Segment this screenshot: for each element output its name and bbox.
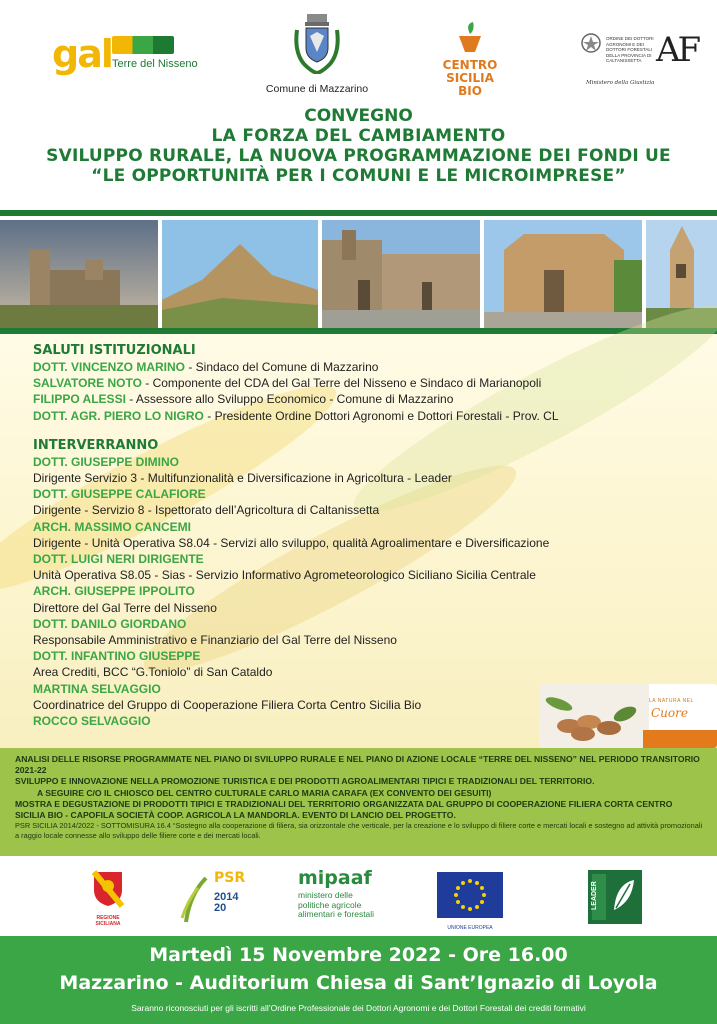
sponsor-logos — [0, 856, 717, 936]
almonds-image — [539, 684, 649, 748]
mipaaf-sub-1: ministero delle — [298, 890, 353, 900]
gal-logo-icon — [112, 36, 174, 54]
speaker-name: ARCH. MASSIMO CANCEMI — [33, 519, 191, 534]
ordine-agronomi-logo — [576, 26, 706, 92]
csb-line-3: BIO — [458, 84, 482, 98]
speaker-role: Responsabile Amministrativo e Finanziario del Gal Terre del Nisseno — [33, 633, 397, 648]
mipaaf-sub-3: alimentari e forestali — [298, 909, 375, 919]
speaker-role: Unità Operativa S8.05 - Sias - Servizio Informativo Agrometeorologico Siciliano Sicilia Centrale — [33, 568, 536, 583]
regione-sicilia-logo — [84, 868, 132, 926]
psr-year-start: 2014 — [214, 891, 239, 903]
gal-logo-word: gal — [52, 32, 112, 76]
info-band-text — [15, 754, 705, 841]
speaker-role: - Sindaco del Comune di Mazzarino — [185, 360, 379, 374]
speaker-role: - Presidente Ordine Dottori Agronomi e Dottori Forestali - Prov. CL — [203, 408, 559, 423]
event-location: Mazzarino - Auditorium Chiesa di Sant’Ignazio di Loyola — [59, 972, 658, 994]
eu-label: UNIONE EUROPEA — [447, 925, 493, 931]
psr-years — [214, 892, 238, 914]
photo-church-facade — [484, 220, 642, 328]
info-paragraph-3: A SEGUIRE C/O IL CHIOSCO DEL CENTRO CULTURALE CARLO MARIA CARAFA (EX CONVENTO DEI GESUITI) — [37, 787, 492, 798]
photo-old-town — [322, 220, 480, 328]
speaker-role: Area Crediti, BCC “G.Toniolo” di San Cataldo — [33, 665, 273, 680]
mipaaf-sub-2: politiche agricole — [298, 899, 362, 910]
event-title — [0, 106, 717, 186]
interverranno-heading: INTERVERRANNO — [33, 437, 159, 453]
title-line-3: SVILUPPO RURALE, LA NUOVA PROGRAMMAZIONE DEI FONDI UE — [46, 146, 671, 166]
speaker-role: Dirigente - Servizio 8 - Ispettorato dell’Agricoltura di Caltanissetta — [33, 503, 380, 518]
leader-logo — [588, 870, 642, 924]
speaker-name: MARTINA SELVAGGIO — [33, 681, 161, 696]
leaf-cup-icon — [455, 22, 485, 54]
credits-note: Saranno riconosciuti per gli iscritti all’Ordine Professionale dei Dottori Agronomi e dei Dottori Forestali dei crediti formativi — [131, 1003, 586, 1013]
comune-logo-label: Comune di Mazzarino — [265, 83, 369, 95]
footer-band — [0, 936, 717, 1024]
divider-top — [0, 210, 717, 216]
comune-logo — [262, 12, 372, 96]
regione-label: REGIONE SICILIANA — [95, 915, 121, 927]
leader-label: LEADER — [591, 881, 598, 910]
speaker-role: Dirigente - Unità Operativa S8.04 - Servizi allo sviluppo, qualità Agroalimentare e Diversificazione — [33, 535, 550, 550]
speaker-name: DOTT. GIUSEPPE DIMINO — [33, 454, 180, 469]
saluti-item — [33, 375, 683, 391]
info-paragraph-4: MOSTRA E DEGUSTAZIONE DI PRODOTTI TIPICI E TRADIZIONALI DEL TERRITORIO ORGANIZZATA DAL GRUPPO DI COOPERAZIONE FILIERA CORTA CENTRO SICILIA BIO - CAPOFILA SOCIETÀ COOP. AGRICOLA LA MANDORLA. EVENTO DI LANCIO DEL PROGETTO. — [15, 798, 673, 821]
speaker-name: ARCH. GIUSEPPE IPPOLITO — [33, 584, 195, 599]
centro-sicilia-bio-text — [436, 59, 504, 98]
eu-flag-icon — [437, 872, 503, 918]
speaker-name: DOTT. VINCENZO MARINO — [33, 360, 185, 374]
title-line-4: “LE OPPORTUNITÀ PER I COMUNI E LE MICROIMPRESE” — [91, 166, 626, 186]
psr-year-end: 20 — [214, 902, 227, 914]
speaker-name: DOTT. INFANTINO GIUSEPPE — [33, 649, 201, 664]
centro-sicilia-bio-logo — [436, 22, 504, 100]
speaker-role: - Assessore allo Sviluppo Economico - Comune di Mazzarino — [125, 392, 454, 407]
speaker-role: Direttore del Gal Terre del Nisseno — [33, 600, 217, 615]
almond-promo-card — [539, 684, 717, 748]
eu-logo — [436, 872, 504, 932]
af-monogram: AF — [656, 30, 699, 70]
ordine-agronomi-text: ORDINE DEI DOTTORI AGRONOMI E DEI DOTTORI FORESTALI DELLA PROVINCIA DI CALTANISSETTA — [606, 36, 654, 63]
speaker-name: DOTT. DANILO GIORDANO — [33, 616, 187, 631]
trinacria-icon — [88, 868, 128, 908]
psr-logo — [180, 868, 250, 928]
saluti-heading: SALUTI ISTITUZIONALI — [33, 343, 196, 358]
speaker-name: SALVATORE NOTO — [33, 376, 142, 391]
wheat-icon — [180, 874, 210, 922]
photo-mountain — [162, 220, 318, 328]
photo-strip — [0, 220, 717, 328]
crest-icon — [292, 12, 342, 74]
saluti-item — [33, 359, 683, 375]
speaker-role: Dirigente Servizio 3 - Multifunzionalità e Diversificazione in Agricoltura - Leader — [33, 471, 452, 486]
title-line-1: CONVEGNO — [304, 106, 413, 126]
italy-emblem-icon — [580, 32, 602, 54]
almond-card-script-text: Cuore — [651, 706, 688, 720]
psr-label: PSR — [214, 870, 246, 886]
photo-castle — [0, 220, 158, 328]
speaker-role: - Componente del CDA del Gal Terre del Nisseno e Sindaco di Marianopoli — [141, 376, 542, 391]
speaker-name: FILIPPO ALESSI — [33, 392, 126, 407]
speaker-name: DOTT. AGR. PIERO LO NIGRO — [33, 408, 204, 423]
title-line-2: LA FORZA DEL CAMBIAMENTO — [211, 126, 506, 146]
mipaaf-subtitle — [298, 891, 398, 920]
spacer — [33, 424, 683, 438]
header-logos — [0, 0, 717, 100]
speaker-name: ROCCO SELVAGGIO — [33, 714, 151, 729]
almond-card-small-text: LA NATURA NEL — [649, 698, 694, 704]
saluti-item — [33, 408, 683, 424]
almond-card-orange-bar — [643, 730, 717, 748]
speaker-name: DOTT. GIUSEPPE CALAFIORE — [33, 487, 206, 502]
ministero-label: Ministero della Giustizia — [586, 80, 655, 86]
info-paragraph-1: ANALISI DELLE RISORSE PROGRAMMATE NEL PIANO DI SVILUPPO RURALE E NEL PIANO DI AZIONE LOCALE “TERRE DEL NISSENO” NEL PERIODO TRANSITORIO 2021-22 — [15, 754, 700, 776]
event-date: Martedì 15 Novembre 2022 - Ore 16.00 — [149, 944, 568, 966]
info-paragraph-2: SVILUPPO E INNOVAZIONE NELLA PROMOZIONE TURISTICA E DEI PRODOTTI AGROALIMENTARI TIPICI E TRADIZIONALI DEL TERRITORIO. — [15, 776, 595, 787]
csb-line-2: SICILIA — [446, 71, 494, 85]
gal-logo — [38, 30, 198, 80]
gal-logo-subtitle: Terre del Nisseno — [112, 58, 198, 70]
info-paragraph-5: PSR SICILIA 2014/2022 - SOTTOMISURA 16.4 “Sostegno alla cooperazione di filiera, sia orizzontale che verticale, per la creazione e lo sviluppo di filiere corte e mercati locali e sostegno ad attività promozionali a raggio locale connesse allo sviluppo delle filiere corte e dei mercati locali. — [15, 821, 703, 841]
csb-line-1: CENTRO — [442, 58, 498, 72]
speaker-role: Coordinatrice del Gruppo di Cooperazione Filiera Corta Centro Sicilia Bio — [33, 697, 422, 712]
program — [33, 343, 683, 729]
mipaaf-wordmark: mipaaf — [298, 867, 372, 889]
mipaaf-logo — [298, 868, 398, 928]
speaker-name: DOTT. LUIGI NERI DIRIGENTE — [33, 552, 204, 567]
saluti-item — [33, 391, 683, 407]
